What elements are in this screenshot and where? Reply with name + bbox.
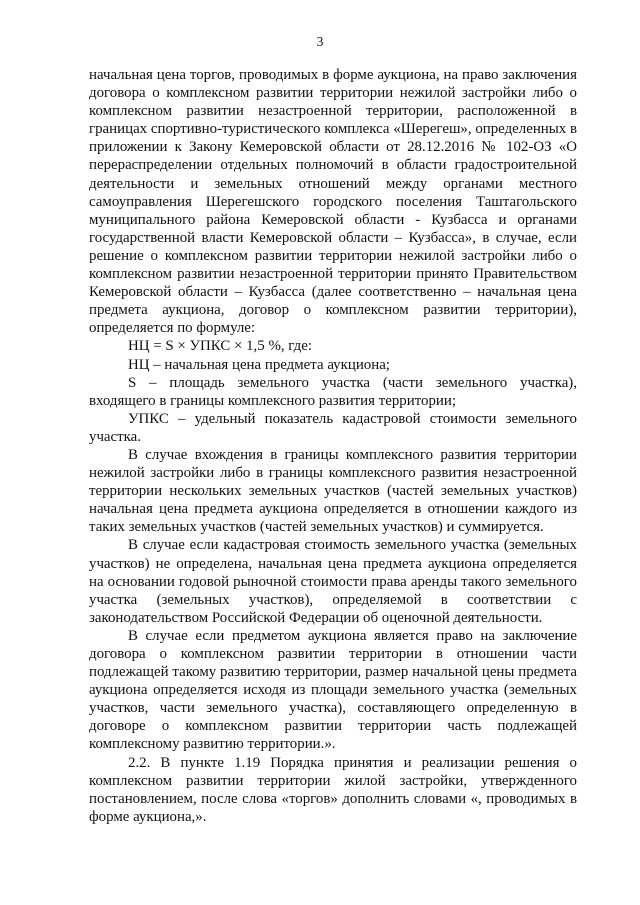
- paragraph-definition-nc: НЦ – начальная цена предмета аукциона;: [128, 356, 390, 373]
- paragraph-formula: НЦ = S × УПКС × 1,5 %, где:: [128, 338, 312, 355]
- paragraph-definition-s: S – площадь земельного участка (части земельного участка), входящего в границы комплексного развития территории;: [89, 374, 577, 409]
- document-body: [89, 66, 577, 826]
- paragraph-partial-territory: В случае если предметом аукциона является право на заключение договора о комплексном развитии территории в отношении части подлежащей такому развитию территории, размер начальной цены предмета аукциона определяется исходя из площади земельного участка (земельных участков, части земельного участка), составляющего определенную в договоре о комплексном развитии территории часть подлежащей комплексному развитию территории.».: [89, 627, 577, 753]
- paragraph-definition-upks: УПКС – удельный показатель кадастровой стоимости земельного участка.: [89, 410, 577, 445]
- paragraph-undefined-cost: В случае если кадастровая стоимость земельного участка (земельных участков) не определена, начальная цена предмета аукциона определяется на основании годовой рыночной стоимости права аренды такого земельного участка (земельных участков), определяемой в соответствии с законодательством Российской Федерации об оценочной деятельности.: [89, 537, 577, 626]
- paragraph-multiple-plots: В случае вхождения в границы комплексного развития территории нежилой застройки либо в границы комплексного развития незастроенной территории нескольких земельных участков (частей земельных участков) начальная цена предмета аукциона определяется в отношении каждого из таких земельных участков (частей земельных участков) и суммируется.: [89, 446, 577, 536]
- paragraph-amendment-2-2: 2.2. В пункте 1.19 Порядка принятия и реализации решения о комплексном развитии территории жилой застройки, утвержденного постановлением, после слова «торгов» дополнить словами «, проводимых в форме аукциона,».: [89, 754, 577, 825]
- page-number: 3: [316, 34, 324, 49]
- paragraph-formula-intro: начальная цена торгов, проводимых в форме аукциона, на право заключения договора о комплексном развитии территории нежилой застройки либо о комплексном развитии незастроенной территории, расположенной в границах спортивно-туристического комплекса «Шерегеш», определенных в приложении к Закону Кемеровской области от 28.12.2016 № 102-ОЗ «О перераспределении отдельных полномочий в области градостроительной деятельности и земельных отношений между органами местного самоуправления Шерегешского городского поселения Таштагольского муниципального района Кемеровской области - Кузбасса и органами государственной власти Кемеровской области – Кузбасса», в случае, если решение о комплексном развитии территории нежилой застройки либо о комплексном развитии незастроенной территории принято Правительством Кемеровской области – Кузбасса (далее соответственно – начальная цена предмета аукциона, договор о комплексном развитии территории), определяется по формуле:: [89, 67, 577, 337]
